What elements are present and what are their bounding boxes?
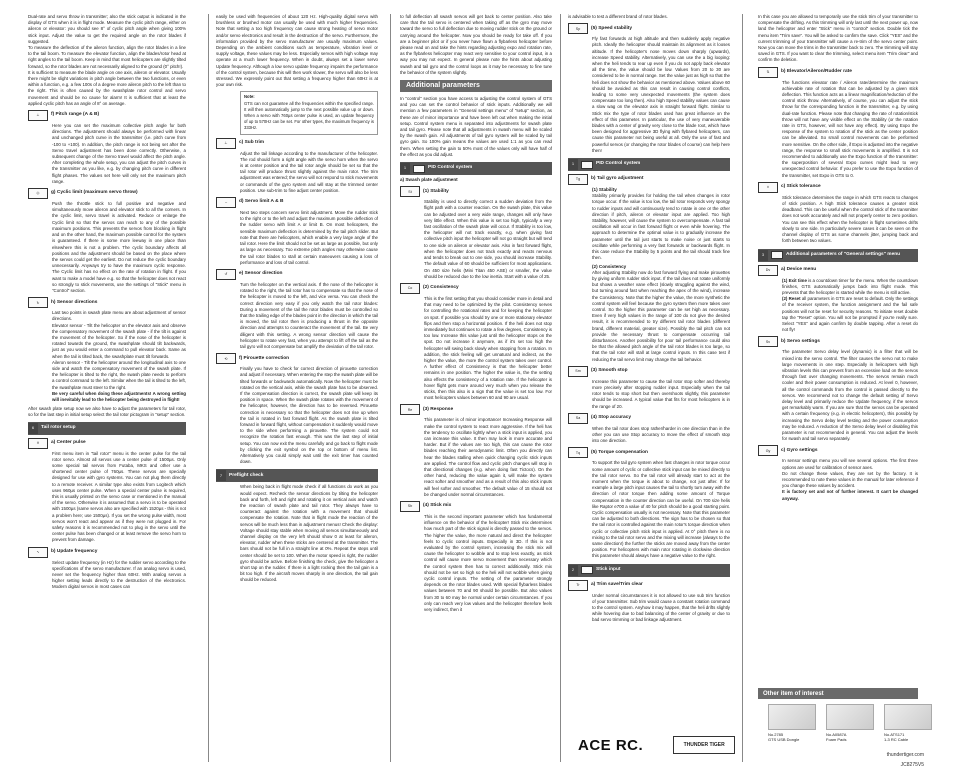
paragraph: When being back in flight mode check if all functions do work as you would expect. Recheck the sensor directions by tilting the helicopter back and forth, left and right and rotating it on vertical axis and watch the reaction of swash plate and tail rotor. They always have to counteract against the rotation with a movement that should compensate the rotation. Note that in flight mode the reaction of the servos will be much less than in adjustment menus! Check the display: Voltage should stay stable when moving all servos simultaneously and channel display on the very left should show 0 at least for aileron, elevator, rudder when these sticks are centered at the transmitter. The bars should not be full in a straight line at 0%. Repeat the steps until center should be set to 100. When the motor speed is right, the rudder gyro should be active. Before finishing the check, give the helicopter a short tap on the rudder. If there is a light rocking then the tail gain is a bit too high. If the aircraft moves sharply in one direction, the tail gain should be reduced. <box>240 484 378 583</box>
sensor-direction-icon: ↺ <box>216 269 236 280</box>
product-name: 1-3 RC Cable <box>884 737 909 742</box>
column-3 <box>400 14 552 762</box>
section-number: 1 <box>400 163 410 174</box>
paragraph: Dual-rate and servo throw in transmitter; also the stick output is indicated in the display of GTS when it is in flight mode. Measure the cyclic pitch range, either on aileron or elevator: you should see 8° of cyclic pitch angle when giving 100% stick input. Adjust the value to get the required angle on the rotor blades if suggested. <box>28 14 186 44</box>
product-item <box>768 704 816 742</box>
consistency-icon: Co <box>400 283 420 294</box>
subsection-title: b) Servo settings <box>781 338 820 344</box>
section-header-title: Additional parameters <box>406 81 480 89</box>
pid-icon: ⚙ <box>413 165 425 173</box>
product-name: GTS USB Dongle <box>768 737 800 742</box>
servo-icon: Sv <box>758 336 778 347</box>
brand-logos <box>578 736 735 754</box>
paragraph: is advisable to test a different brand of rotor blades. <box>568 14 668 19</box>
paragraph: Next two steps concern servo limit adjustment. Move the rudder stick to the right or to the left and adjust the maximum possible deflection of the rudder servo with limit A or limit B. On most helicopters, the sensible maximum deflection is determined by the tail pitch slider. But note that there are helicopters, which enable a very large angle of the tail rotor. Here the limit should not be set as large as possible, but only as large as necessary. Too extreme pitch angles may otherwise cause the tail rotor blades to stall at certain maneuvers causing a loss of performance and loss of tail control. <box>240 210 378 265</box>
param-title: (1) Stability <box>592 187 617 193</box>
section-title: PID Control system <box>596 161 641 167</box>
trim-icon: Tr <box>568 580 588 591</box>
subsection-title: a) Swash plate adjustment <box>400 177 458 183</box>
paragraph: After swash plate setup now we also have to adjust the parameters for tail rotor, so for the last step in initial setup select the tail rotor pictogram in "setup" section. <box>28 406 186 418</box>
section-title: c) Sub trim <box>239 140 265 146</box>
response-icon: Re <box>400 404 420 415</box>
paragraph: In "control" section you have access to adjusting the control system of GTS and you can set the control behavior of stick inputs. Additionally we will mention a few parameters in "General settings menu" of "setup" section, as these are of minor importance and have been left out when making the initial setup. Control system menu is separated into adjustments for swash plate and tail gyro. Please note that all adjustments in swash menu will be scaled by the swash gain. All adjustments of tail gyro system will be scaled by tail gyro gain. So 100% gain means the values are used 1:1 as you can read them. When setting the gain to 50% most of the values only will have half of the effect as you did adjust. <box>400 96 552 157</box>
paragraph: Fly fast forwards at high altitude and then suddenly apply negative pitch. Ideally the helicopter should maintain its alignment as it looses altitude. If the helicopter's nose moves down sharply (upwards), increase Speed stability. Alternatively, you can use the a big looping: when the heli tends to rear up even if you do not apply back elevator all the time, the value should be low. Values from 20 to 30 are considered to be in normal range. Set the value just as high so that the heli does not show the behavior as mentioned above. Values above 60 should be avoided as this can result in causing control conflicts, leading to some very unexpected movements (the system does compensate too long then). Also high Speed stability values can cause a slow wag on the elevator axis in straight forward flight. Similar to Stick mix the type of rotor blades used has great influence on the effect of this parameter. In particular, the use of very maneuverable blades with a center of gravity very close to the blade root, which have been designed for aggressive 3D flying with flybared helicopters, can cause this parameter not being useful at all. Only the use of fast and powerful servos (or changing the rotor blades of course) can help here then! <box>592 36 730 153</box>
paragraph: The functions elevator rate / Aileron rate/determine the maximum achievable rate of rotation that can be adjusted by a given stick deflection. This function acts as a linear magnification/reduction of the control stick throw. Alternatively, of course, you can adjust the stick throw for the corresponding function in the transmitter, e.g. by using dual-rate function. Please note that changing the rate of rotation/stick throw will not have any visible effect on the Stability (or the rotation rate in GTS, however, will not have any effect). By using Expo the response of the system to rotation of the stick as the center position can be alleviated. So small control movements can be performed more sensitive. On the other side, if Expo is adjusted into the negative range, the response to small stick movements is amplified. It is not recommended to additionally use the Expo function of the transmitter: the superposition of several Expo curves might lead to very unexpected control behavior. If you prefer to use the Expo function of the transmitter, set Expo in GTS to 0. <box>782 79 918 178</box>
cable-image <box>884 704 932 730</box>
warning-text: Be very careful when doing these adjustments! A wrong setting will inevitably lead to the helicopter being destroyed in flight! <box>52 390 186 402</box>
sensor-direction-icon: ↻ <box>28 297 48 308</box>
paragraph: Stability primarily provides for holding the tail when changes in rotor torque occur. If the value is too low, the tail rotor responds very spongy to rudder inputs and will continuously tend to rotate in one or the other direction if pitch, aileron or elevator input are applied. Too high Stability, however, will cause the system to overcompensate. A fast tail oscillation will occur in fast forward flight or even while hovering. The approach to determine the optimal value is to gradually increase the parameter until the tail just starts to make noise or just starts to oscillate while performing a very fast forwards or backwards flight. In this case reduce the Stability by 5 points and the tail should track fine then. <box>592 193 730 261</box>
product-name: Foam Pads <box>826 737 847 742</box>
paragraph: to full deflection all swash servos will get back to center position. Also take care that the tail servo is centered when taking off as the gyro may move toward the servo to full deflection due to moving rudder stick on the ground or carrying around the helicopter. Now you should be ready for take off. If you are a beginner pilot or if you never have flown a flybarless helicopter before please read on and take the hints regarding adjusting expo and rotation rate, as the flybarless helicopter may react very sensitive to your control input, in a way you may not expect. In general please note the hints about adjusting swash and tail gyro and the control loops as it may be necessary to fine tune the behavior of the system slightly. <box>400 14 552 75</box>
section-title: f) Pirouette correction <box>239 355 290 361</box>
section-number: 6 <box>28 423 38 434</box>
other-items-title: Other item of interest <box>763 690 824 697</box>
document-code: JC8275V5 <box>900 762 924 768</box>
paragraph: Turn the helicopter on the vertical axis. If the nose of the helicopter is rotated to the right, the tail rotor has to compensate so that the nose of the helicopter is moved to the left, and vice versa. You can check the correct direction very easy if you only watch the tail rotor blades: During a movement of the tail the rotor blades must be controlled so that the trailing edge of the blades point in the direction in which the tail is moved, the tail rotor then is producing a thrust in the opposite direction and attempts to counteract the movement of the tail. Be very diligent with this setting. A wrong sensor direction will cause the helicopter to rotate very fast, when you attempt to lift off the tail as the tail gyro will not compensate but amplify the deviation of the tail rotor. <box>240 281 378 349</box>
note-box <box>240 91 378 134</box>
column-divider <box>390 14 391 762</box>
servo-limit-icon: ↔ <box>216 197 236 208</box>
usb-dongle-image <box>768 704 816 730</box>
paragraph: Increase this parameter to cause the tail rotor stop softer and thereby more precisely after stopping rudder input. Especially when the tail rotor tends to stop short but then overshoots slightly, this parameter should be increased. A typical value that fits for most helicopters is in the range of 20. <box>592 378 730 409</box>
sub-trim-icon: ⊥ <box>216 138 236 149</box>
stick-mix-icon: Sb <box>400 501 420 512</box>
param-title: (5) Speed stability <box>591 25 633 31</box>
foam-pads-image <box>826 704 874 730</box>
note-title: Note: <box>244 94 255 100</box>
paragraph: Select update frequency (in Hz) for the rudder servo according to the specifications of the servo manufacturer. If an analog servo is used, never set the frequency higher than 60Hz. With analog servos a higher setting leads directly to the destruction of the electronics. Modern digital servos in most cases can <box>52 559 186 590</box>
paragraph: Stick tolerance determines the range in which GTS reacts to changes of stick position. A high Stick tolerance causes a greater stick deadband. This can be useful when the control stick of the transmitter does not work accurately and will not properly center to zero position. You can see this effect when the helicopter in flight sometimes drifts slowly to one side. In particularly severe cases it can be seen on the channel display of GTS as some channels jitter, jumping back and forth between two values. <box>782 194 918 244</box>
product-code: No.2785 <box>768 732 784 737</box>
section-title: Preflight check <box>229 472 264 478</box>
speed-stability-icon: Sp <box>568 23 588 34</box>
section-title: e) Sensor direction <box>239 271 283 277</box>
column-4 <box>568 14 730 762</box>
paragraph: This parameter is of minor importance! Increasing Response will make the control system to react more aggressive. If the heli has the tendency to oscillate lightly when a stick input is applied, you can increase this value. It then may look in more accurate and harder. But if the values are too high, this can cause the rotor blades reaching their aerodynamic limit. Often you directly can hear the blades stalling when quick changing cyclic stick inputs are applied. The control flow and cyclic pitch changes will stop in that directional changes (e.g. when doing fast Tictocs). On the other hand, reducing the value again it, will make the system react softer and smoother and as a result of this also stick inputs will feel softer and smoother. The default value of 15 should not be changed under normal circumstances. <box>424 417 552 497</box>
section-title: Additional parameters of "General settings" menu <box>786 251 901 257</box>
paragraph: Push the throttle stick to full positive and negative and simultaneously move aileron and elevator stick to all the corners. In the cyclic limit, servo travel is activated. Reduce or enlarge the Cyclic limit so that the servos can reach to any of the possible maximum positions. This prevents the servos from blocking in flight and on the other hand, the maximum possible control for the system is guaranteed. If there is some more leeway in one place than elsewhere this is not a problem. The cyclic boundary affects all positions and the adjustment should be based on the place where the servos could get the earliest. Do not reduce the cyclic boundary unnecessarily. Anyways try to have the maximum cyclic response. The Cyclic limit has no effect on the rate of rotation in flight. If you want to make a model have e.g. so that the helicopter does not react so strongly to stick movements, use the settings of "Stick" menu in "Control" section. <box>52 201 186 293</box>
param-title: (1) Exit time <box>782 277 807 283</box>
smooth-stop-icon: Sm <box>568 366 588 377</box>
param-body: is a countdown timer for the menu. When the countdown finishes, GTS automatically jumps back into flight mode. This prevents that the helicopter is started while the menu is still active. <box>782 277 918 295</box>
section-title: a) Center pulse <box>51 439 86 445</box>
center-pulse-icon: ⊓ <box>28 438 48 449</box>
website-text: thundertiger.com <box>886 752 924 758</box>
additional-parameters-header <box>400 80 552 92</box>
gyro-icon: Gy <box>758 445 778 456</box>
paragraph <box>758 278 918 297</box>
column-1 <box>28 14 186 762</box>
section-title: g) Cyclic limit (maximum servo throw) <box>51 190 138 196</box>
device-icon: Dv <box>758 265 778 276</box>
acerc-logo: ACE RC. <box>578 736 644 754</box>
section-title: Stick input <box>596 567 621 573</box>
section-title: c) Stick tolerance <box>781 184 821 190</box>
section-number: 3 <box>758 250 768 261</box>
settings-icon: ⚙ <box>771 251 783 259</box>
paragraph <box>758 296 918 333</box>
paragraph: Adjust the tail linkage according to the manufacturer of the helicopter. The rod should form a right angle with the servo horn when the servo is at center position and the tail rotor angle should be set so that the tail rotor will produce thrust slightly against the main rotor. The trim adjustment was entered; the servo will not respond to stick movements or commands of the gyro system and will stay at the trimmed center position. Use sub-trim to fine adjust center position. <box>240 150 378 193</box>
column-divider <box>742 14 743 762</box>
paragraph: It is sufficient to measure the blade angle on one axis, aileron or elevator. Usually there might be slight variations in pitch angle between the two functions, or even within a function, e.g. a few 100s of a degree more aileron pitch to the left than to the right. This is often caused by the swashplate rotor control and servo movement and should be no cause for alarm! It is sufficient that at least the applied cyclic pitch has an angle of 8° on average. <box>28 69 186 106</box>
param-title: (1) Stability <box>423 188 449 194</box>
paragraph: In this case you are allowed to temporarily use the stick trim of your transmitter to compensate the drifting. As this trimming will only last until the next power up, now land the helicopter and enter "Stick" menu in "control" section. Double tick the menu item "Trim save". You will be asked to confirm the save. Click "YES" and the current trimming of your transmitter will cause a re-trim of the servo center point. Now you can move the trims in the transmitter back to zero. The trimming will stay saved in GTS. If you want to clear the trimming, select menu item "Trim clear" and confirm the deletion. <box>758 14 918 63</box>
param-title: (4) Stop accuracy <box>591 415 631 421</box>
paragraph: To measure the deflection of the aileron function, align the rotor blades in a line to the tail boom. To measure the elevator function, align the blades/rotor head at right angles to the tail boom. Keep in mind that most helicopters are slightly tilted forward, so the rotor blades are not necessarily aligned to the ground (0° pitch!). <box>28 45 186 69</box>
paragraph: Last two points in swash plate menu are about adjustment of sensor directions. <box>52 310 186 322</box>
paragraph: Elevator sensor - Tilt the helicopter on the elevator axis and observe the compensatory movement of the swash plate - if the tilt is against the movement of the helicopter. So if the nose of the helicopter is rotated towards the ground, the swashplate should tilt backwards, just as you would enter a command to pull elevator back. Same as when the tail is tilted back, the swashplate must tilt forwards. <box>52 322 186 359</box>
note-body: GTS can not guarantee all the frequencies within the specified range. It will then automatically jump to the next possible value up or down. When a servo with 760µs center pulse is used, an update frequency of up to 570Hz can be set. For other types, the maximum frequency is 333Hz. <box>244 100 374 131</box>
paragraph: The parameter Servo delay level (dynamic) is a filter that will be mixed into the servo control. The filter causes the servo not to make large movements in one step. Especially in helicopters with high vibration levels this can prevent from an excessive load on the servos through fast over changing movements. The servos remain much cooler and their power consumption is reduced. At level 0, however, all the control commands from the control is passed directly to the servos. We recommend not to change the default setting of Servo delay level and primarily reduce the Update frequency, if the servos get remarkably warm. If you are sure that the servos can be operated with a certain frequency (e.g. in electric helicopters), this possibly by increasing the Servo delay level testing and the power consumption may be reduced. A reduction of the Servo delay level or disabling this parameter is not recommended in general. You can adjust the levels for swash and tail servo separately. <box>782 349 918 442</box>
stick-icon: ✥ <box>581 566 593 574</box>
frequency-icon: ∿ <box>28 547 48 558</box>
stop-accuracy-icon: Sa <box>568 413 588 424</box>
paragraph: Under normal circumstances it is not allowed to use sub trim function of your transmitter. Sub trim would cause a constant rotation command to the control system. Anyhow it may happen, that the heli drifts slightly while hovering due to bad balancing of the center of gravity or due to bad servo trimming or bad linkage adjustment. <box>592 592 730 623</box>
pid-icon: ⚙ <box>581 161 593 169</box>
subsection-title: a) Device menu <box>781 266 817 272</box>
rate-icon: ⇅ <box>758 67 778 78</box>
section-number: 7 <box>216 470 226 481</box>
tail-gyro-icon: Tg <box>568 174 588 185</box>
warning-text: It is factory set and not of further interest. It can't be changed anyway. <box>782 489 918 501</box>
param-title: (2) Consistency <box>592 263 627 269</box>
param-title: (3) Response <box>423 406 454 412</box>
paragraph: After adjusting Stability now do fast forward flying and make pirouettes by giving uniform rudder stick input. If the tail does not rotate uniformly but shows a weather vane effect (slowly struggling against the wind, but turning around fast when reaching the apex of the wind), increase the Consistency. Note that the higher the value, the more synthetic the control system will feel because the gyro system then more takes over control. So the higher this parameter can be set high as necessary. Even if very high values in the range of 100 do not give the desired result, it is recommended to try different tail rotor blades (different brand, different material, greater size). Possibly the tail pitch can not provide the necessary thrust to compensate occurring tail disturbances. Another possibility for poor tail performance could also be that the allowed pitch angle of the tail rotor blades is too large, so that the tail rotor will stall at large control inputs. In this case test if reducing the tail servo limit may change the tail behavior. <box>592 269 730 362</box>
product-list <box>768 704 932 742</box>
subsection-title: b) Tail gyro adjustment <box>591 176 644 182</box>
section-title: Tail rotor setup <box>41 424 76 430</box>
thunder-tiger-logo: THUNDER TIGER <box>673 736 735 754</box>
product-item <box>884 704 932 742</box>
stability-icon: St <box>400 186 420 197</box>
paragraph: Here you can set the maximum collective pitch angle for both directions. The adjustment should always be performed with linear and unchanged pitch curve in the transmitter (i.e. pitch curve from -100 to +100). In addition, the pitch range is not being set after the Servo travel adjustment has been done correctly. Otherwise, a subsequent change of the Servo travel would affect the pitch angle. After completing the whole setup, you can adjust the pitch curves in the transmitter as you like, e.g. by changing pitch curve in different flight phases. The values set here will only set the maximum pitch range. <box>52 123 186 184</box>
param-title: (3) Smooth stop <box>591 368 628 374</box>
pirouette-icon: ⟲ <box>216 353 236 364</box>
other-items-header <box>758 688 918 699</box>
stick-tolerance-icon: ± <box>758 182 778 193</box>
paragraph: This is the first setting that you should consider more in detail and that may need to be optimized by the pilot. Consistency serves for controlling the rotational rates and for keeping the helicopter on spot. If possible you should try one or more stationary elevator flips and then stop a horizontal position. If the heli does not stop immediately but continues to rotate a few degrees, Consistency is too low. Increase this value just until the helicopter stops on the spot. Do not increase it anymore, as if it's set too high the helicopter will swing back slowly when stopping from a rotation. In addition, the stick feeling will get unnatural and indirect, as the higher the value, the more the control system takes over control. A further effect of Consistency is that the helicopter better remains in one position. The higher the value is, the the setting also effects the consistency of a rotation rate. If the helicopter is hover flight gets more around very much when you release the sticks, then this also is a sign that the value is set too low. For most helicopters values between 60 and 90 are usual. <box>424 295 552 401</box>
section-title: h) Sensor directions <box>51 299 98 305</box>
section-title: d) Servo limit A & B <box>239 199 284 205</box>
product-item <box>826 704 874 742</box>
torque-icon: Tq <box>568 447 588 458</box>
paragraph: To support the tail gyro system when fast changes in rotor torque occur some amount of cyclic or collective stick input can be mixed directly to the tail rotor servo. So the tail rotor will already start to act at the moment when the torque is about to change, not just after. If for example a large pitch input causes the tail to shortly turn away with the direction of rotor torque then adding some amount of Torque compensation in the counter direction can be useful. On 700 size helis like Raptor e700 a value of 40 for pitch should be a good starting point. Cyclic compensation usually is not necessary. Note that this parameter can be adjusted to both directions. The sign has to be chosen so that the tail rotor is controlled against the main rotor's torque direction when cyclic or collective pitch stick input is applied. At 0° pitch there is no mixing to the tail rotor servo and the mixing will increase (always to the same direction!) the further the sticks are moved away from the center position. For helicopters with main rotor rotating in clockwise direction this parameter should always have a negative value to the right. <box>592 460 730 559</box>
paragraph: Aileron sensor - Tilt the helicopter around the longitudinal axis to one side and watch the compensatory movement of the swash plate. If the helicopter is tilted to the right, the swash plate needs to perform a control command to the left. Similar when the tail is tilted to the left, the swashplate must steer to the right. <box>52 359 186 390</box>
section-number: 1 <box>568 159 578 170</box>
param-title: (4) Stick mix <box>423 503 452 509</box>
section-title: f) Pitch range (A & B) <box>51 112 100 118</box>
column-divider <box>208 14 209 762</box>
section-title: PID Control system <box>428 165 473 171</box>
param-body: all parameters in GTS are reset to default. Only the settings of the receiver system, the function assignment and the fail safe positions will not be reset for security reasons. To initiate reset double tap the "Reset" option. You will not be prompted if you're really sure. Select "YES" and again confirm by double tapping. After a reset do not fly! <box>782 296 918 333</box>
product-code: No.ATS171 <box>884 732 905 737</box>
cyclic-limit-icon: ◎ <box>28 188 48 199</box>
paragraph: Do not change these values, they are set by the factory. It is recommended to note these values in the manual for later reference if you change these values by accident. <box>782 470 918 489</box>
subsection-title: c) Gyro settings <box>781 447 818 453</box>
param-title: (5) Torque compensation <box>591 449 648 455</box>
section-title: b) Elevator/Aileron/Rudder rate <box>781 69 852 75</box>
column-2 <box>216 14 378 762</box>
paragraph: Finally you have to check for correct direction of pirouette correction and adjust if necessary. When entering the step the swash plate will be tilted forwards or backwards automatically. Now the helicopter must be rotated on the vertical axis, while the swash plate has to be observed. If the compensation direction is correct, the swash plate will keep its position in space. When the swash plate rotates with the movement of the helicopter, however, the direction has to be reversed. Pirouette correction is necessary so that the helicopter does not rise up when the tail is rotated in fast forward flight. As the swash plate is tilted forward in forward flight, without compensation it suddenly would move to the side when performing a pirouette. The system could not recognize the rotation fast enough. This was the last step of initial setup. You can now exit the menu carefully and go back to flight mode by clicking the exit symbol on the top or bottom of menu list. Alternatively you could simply wait until the exit timer has counted down. <box>240 366 378 465</box>
paragraph: Stability is used to directly correct a sudden deviation from the flight path with a counter reaction. On the swash plate, this value can be adjusted over a very wide range, changes will only have very little effect. When this value is set too high, typically a very fast oscillation of the swash plate will occur. If Stability is too low, the helicopter will not track exactly, e.g. when giving fast collective pitch input the helicopter will not go straight but will tend to one side on aileron or elevator axis. Also in fast forward flight, when the helicopter does not track exactly and reacts nervous and tends to break out to one side, you should increase Stability. The default value of 60 should be sufficient for most applications. On 450 size helis (Mini Titan 450 ASE) or smaller, the value should be reduced due to the low inertia. Start with a value of 25. <box>424 199 552 279</box>
paragraph: When the tail rotor does stop rather/harder in one direction than in the other you can use Stop accuracy to move the effect of smooth stop into one direction. <box>592 425 730 444</box>
paragraph: This is the second important parameter which has fundamental influence on the behavior of the helicopter! Stick mix determines how much part of the stick signal is directly passed to the servos. The higher the value, the more natural and direct the helicopter feels to cyclic control inputs. Especially in 3D. If this is not evaluated by the control system, increasing the stick mix will cause the helicopter to wobble and to stop less exactly, as stick control will cause more servo movement than necessary which the control system then has to correct additionally. Stick mix should not be set so high so the heli will not wobble when giving cyclic control inputs. The setting of the parameter strongly depends on the rotor blades used. With special flybarless blades values between 70 and 90 should be possible. But also values from 30 to 60 may be normal under certain circumstances. If you only can reach very low values and the helicopter therefore feels very indirect, then it <box>424 514 552 613</box>
paragraph: easily be used with frequencies of about 120 Hz. High-quality digital servo with brushless or brushed motor can usually be used with much higher frequencies. Note that setting a too high frequency can cause strong heating of servo motor and/or servo electronics and result in the destruction of the servo. Furthermore, the information provided by the servo manufacturer are usually maximum values. Depending on the ambient conditions such as temperature, vibration level or supply voltage, these values may be less. Especially servos with high voltage may operate at a much lower frequency. When in doubt, always set a lower servo Update frequency. Although a low servo update frequency impairs the performance of the control system, because this will then work slower, the servo will also be less stressed. We expressly point out that setting a frequency higher than 60Hz is at your own risk. <box>216 14 378 88</box>
param-title: a) Trim save/Trim clear <box>591 582 643 588</box>
section-title: b) Update frequency <box>51 549 98 555</box>
column-5 <box>758 14 918 694</box>
column-divider <box>560 14 561 762</box>
pitch-range-icon: ⟂ <box>28 110 48 121</box>
paragraph: First menu item in "tail rotor" menu is the center pulse for the tail rotor servo. Almost all servos use a center pulse of 1500µs. Only some special tail servos from Futaba, MKS and other use a shortened center pulse of 760µs. These servos are specially designed for use with gyro systems. You can not plug them directly to a remote receiver. A similar type also exists from Logitech which uses 960µs center pulse. When a special center pulse is required, this is usually printed on the servo case or mentioned in the manual of the servo. Otherwise it is assumed that a servo is to be operated with 1500µs (same servos also are specified with 1520µs - this is not a problem here; use 1500µs). If you set the wrong pulse width, most servos won't react and appear as if they were not plugged in. For safety reasons it is recommended not to plug in the servo until the center pulse has been changed or at least remove the servo horn to prevent from damage. <box>52 450 186 543</box>
param-title: (2) Consistency <box>423 285 459 291</box>
product-code: No.A0587A <box>826 732 847 737</box>
paragraph: In sensor settings menu you will see several options. The first three options are used for calibration of sensor axes. <box>782 458 918 470</box>
section-number: 2 <box>568 565 578 576</box>
param-title: (2) Reset <box>782 296 801 302</box>
